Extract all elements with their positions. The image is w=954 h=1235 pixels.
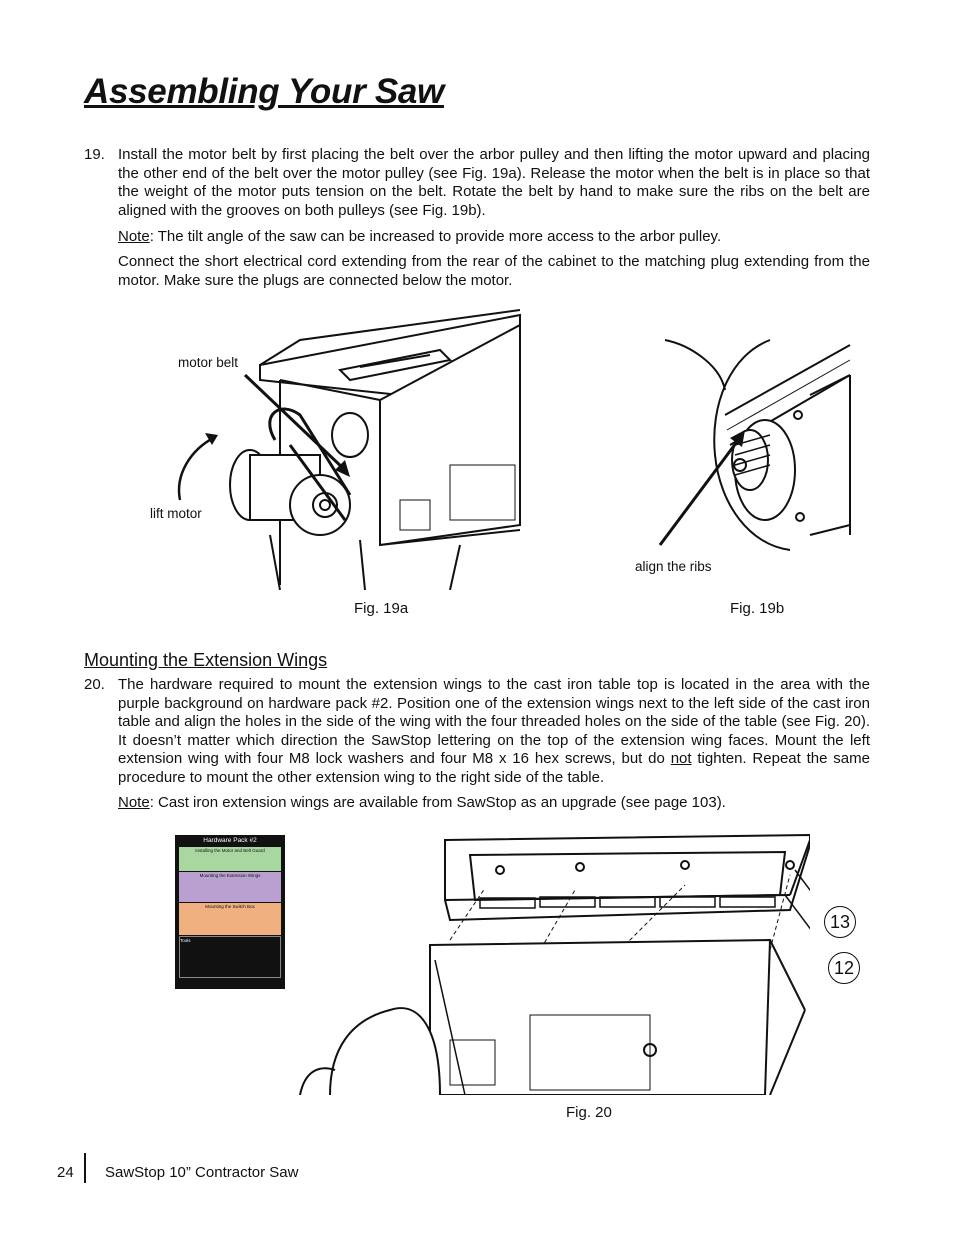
- fig-19b-illustration: [630, 335, 855, 560]
- hardware-pack-title: Hardware Pack #2: [203, 837, 257, 844]
- step-20-text-before: The hardware required to mount the extension wings to the cast iron table top is located in the area with the purple background on hardware pack #2. Position one of the extension wings next to the left side of the cast iron table and align the holes in the side of the wing with the four threaded holes on the side of the table (see Fig. 20). It doesn’t matter which direction the SawStop lettering on the top of the extension wing faces. Mount the left extension wing with four M8 lock washers and four M8 x 16 hex screws, but do: [118, 676, 870, 768]
- hardware-pack-section-tools: Tools: [179, 936, 281, 978]
- section-heading: Mounting the Extension Wings: [84, 650, 328, 670]
- step-19-paragraph-2: Connect the short electrical cord extending from the rear of the cabinet to the matching plug extending from the motor. Make sure the plugs are connected below the motor.: [118, 253, 870, 289]
- callout-12: 12: [828, 952, 860, 984]
- note-label: Note: [118, 794, 150, 811]
- fig-19b-caption: Fig. 19b: [730, 600, 785, 617]
- fig-19a-illustration: [150, 305, 530, 590]
- footer-doc-title: SawStop 10” Contractor Saw: [105, 1164, 299, 1181]
- hardware-pack-section-wings: Mounting the Extension Wings: [179, 872, 281, 902]
- page-number: 24: [57, 1164, 74, 1181]
- fig-20-illustration: [290, 830, 810, 1095]
- label-align-ribs: align the ribs: [635, 559, 712, 574]
- label-lift-motor: lift motor: [150, 506, 202, 521]
- step-20-not: not: [670, 750, 692, 768]
- note-text: : Cast iron extension wings are available from SawStop as an upgrade (see page 103).: [149, 794, 726, 811]
- step-19-number: 19.: [84, 146, 105, 163]
- callout-13: 13: [824, 906, 856, 938]
- fig-19a-caption: Fig. 19a: [354, 600, 409, 617]
- footer-divider: [84, 1153, 86, 1183]
- label-motor-belt: motor belt: [178, 355, 239, 370]
- step-20-number: 20.: [84, 676, 105, 693]
- note-text: : The tilt angle of the saw can be increased to provide more access to the arbor pulley.: [149, 228, 722, 245]
- step-20-text: [118, 676, 870, 788]
- page-title: Assembling Your Saw: [84, 72, 444, 111]
- note-label: Note: [118, 228, 150, 245]
- step-20-text-after: tighten. Repeat the same procedure to mount the other extension wing to the right side of the table.: [118, 750, 870, 786]
- hardware-pack-section-motor: Installing the Motor and Belt Guard: [179, 847, 281, 871]
- hardware-pack-section-switch: Mounting the Switch Box: [179, 903, 281, 935]
- step-19-note: [118, 228, 870, 247]
- step-19-text: Install the motor belt by first placing the belt over the arbor pulley and then lifting the motor upward and placing the other end of the belt over the motor pulley (see Fig. 19a). Release the motor when the belt is in place so that the weight of the motor puts tension on the belt. Rotate the belt by hand to make sure the ribs on the belt are aligned with the grooves on both pulleys (see Fig. 19b).: [118, 146, 870, 219]
- step-20-note: [118, 794, 870, 813]
- hardware-pack-image: [175, 835, 285, 989]
- fig-20-caption: Fig. 20: [566, 1104, 612, 1121]
